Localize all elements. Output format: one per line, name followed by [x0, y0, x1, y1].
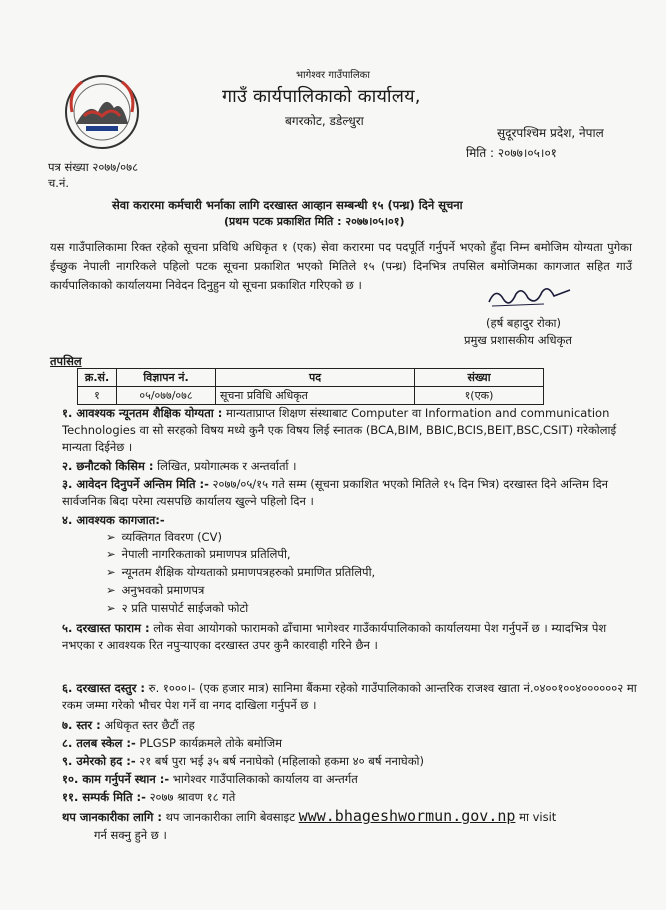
subject-publish-date: (प्रथम पटक प्रकाशित मिति : २०७७।०५।०१)	[224, 215, 405, 228]
item-text-tail: मा visit	[515, 810, 557, 824]
item-form	[62, 620, 642, 654]
arrow-bullet-icon: ➢	[106, 547, 116, 561]
item-text: भागेश्वर गाउँपालिकाको कार्यालय वा अन्तर्गत	[169, 772, 358, 786]
item-label: ५. दरखास्त फाराम :	[62, 621, 150, 635]
item-label: ८. तलब स्केल :-	[62, 736, 136, 750]
table-row	[78, 387, 544, 405]
item-qualification	[62, 405, 642, 456]
signatory-designation: प्रमुख प्रशासकीय अधिकृत	[464, 333, 572, 347]
item-documents	[62, 512, 642, 529]
item-text: २०७७ श्रावण १८ गते	[145, 790, 236, 804]
letter-number: पत्र संख्या २०७७/०७८	[48, 160, 139, 174]
item-more-info	[62, 808, 642, 826]
list-item	[106, 530, 222, 545]
item-text: PLGSP कार्यक्रमले तोके बमोजिम	[135, 736, 283, 750]
cell-adv-no: ०५/०७७/०७८	[117, 387, 216, 405]
notice-paragraph: यस गाउँपालिकामा रिक्त रहेको सूचना प्रविधि अधिकृत १ (एक) सेवा करारमा पद पदपूर्ति गर्नुपर्ने भएको हुँदा निम्न बमोजिम योग्यता पुगेका ईच्छुक नेपाली नागरिकले पहिलो पटक सूचना प्रकाशित भएको मितिले १५ (पन्ध्र) दिनभित्र तपसिल बमोजिमका कागजात सहित गाउँ कार्यपालिकाको कार्यालयमा निवेदन दिनुहुन यो सूचना प्रकाशित गरिएको छ ।	[50, 240, 632, 292]
issue-date: मिति : २०७७।०५।०१	[466, 146, 557, 160]
table-header-row	[78, 369, 544, 387]
item-text: २१ बर्ष पुरा भई ३५ बर्ष ननाघेको (महिलाको हकमा ४० बर्ष ननाघेको)	[135, 754, 424, 768]
cell-post: सूचना प्रविधि अधिकृत	[216, 387, 415, 405]
list-item	[106, 565, 375, 580]
item-level	[62, 717, 642, 734]
item-age	[62, 753, 642, 770]
cell-count: १(एक)	[415, 387, 544, 405]
vacancy-table	[77, 368, 544, 405]
doc-text: अनुभवको प्रमाणपत्र	[121, 583, 205, 597]
item-selection	[62, 458, 642, 475]
item-label: ७. स्तर :	[62, 718, 101, 732]
doc-text: नेपाली नागरिकताको प्रमाणपत्र प्रतिलिपी,	[121, 547, 291, 561]
item-text: २०७७/०५/१५ गते सम्म (सूचना प्रकाशित भएको मितिले १५ दिन भित्र) दरखास्त दिने अन्तिम दिन सार्वजनिक बिदा परेमा त्यसपछि कार्यालय खुल्ने पहिलो दिन ।	[62, 477, 609, 508]
nepal-emblem-logo	[62, 72, 142, 152]
cell-sn: १	[78, 387, 117, 405]
item-label: २. छनौटको किसिम :	[62, 459, 154, 473]
website-link[interactable]: www.bhageshwormun.gov.np	[298, 807, 516, 825]
col-header-count: संख्या	[415, 369, 544, 387]
list-item	[106, 601, 248, 616]
office-title: गाउँ कार्यपालिकाको कार्यालय,	[222, 86, 421, 107]
doc-text: व्यक्तिगत विवरण (CV)	[121, 530, 222, 544]
signatory-name: (हर्ष बहादुर रोका)	[486, 316, 561, 330]
office-small-heading: भागेश्वर गाउँपालिका	[296, 70, 370, 81]
arrow-bullet-icon: ➢	[106, 530, 116, 544]
tapasil-heading: तपसिल	[50, 354, 82, 368]
item-text: रु. १०००।- (एक हजार मात्र) सानिमा बैंकमा रहेको गाउँपालिकाको आन्तरिक राजश्व खाता नं.०४००१००४००००००२ मा रकम जम्मा गरेको भौचर पेश गर्ने वा नगद दाखिला गर्नुपर्ने छ ।	[62, 681, 637, 712]
item-salary	[62, 735, 642, 752]
item-text: अधिकृत स्तर छैटौं तह	[100, 718, 195, 732]
item-text: मान्यताप्राप्त शिक्षण संस्थाबाट Computer वा Information and communication Technologies वा सो सरहको विषय मध्ये कुनै एक विषय लिई स्नातक (BCA,BIM, BBIC,BCIS,BEIT,BSC,CSIT) गरेकोलाई मान्यता दिईनेछ ।	[62, 406, 617, 454]
doc-text: न्यूनतम शैक्षिक योग्यताको प्रमाणपत्रहरुको प्रमाणित प्रतिलिपी,	[121, 565, 376, 579]
arrow-bullet-icon: ➢	[106, 601, 116, 615]
item-workplace	[62, 771, 642, 788]
item-label: १०. काम गर्नुपर्ने स्थान :-	[62, 772, 170, 786]
item-label: थप जानकारीका लागि :	[62, 810, 162, 824]
item-label: ४. आवश्यक कागजात:-	[62, 513, 165, 527]
item-label: ११. सम्पर्क मिति :-	[62, 790, 146, 804]
col-header-adv-no: विज्ञापन नं.	[117, 369, 216, 387]
item-text: लिखित, प्रयोगात्मक र अन्तर्वार्ता ।	[153, 459, 297, 473]
dispatch-number: च.नं.	[48, 176, 69, 190]
office-address: बगरकोट, डडेल्धुरा	[285, 114, 364, 128]
col-header-sn: क्र.सं.	[78, 369, 117, 387]
province-text: सुदूरपश्चिम प्रदेश, नेपाल	[497, 126, 604, 140]
subject-line: सेवा करारमा कर्मचारी भर्नाका लागि दरखास्त आव्हान सम्बन्धी १५ (पन्ध्र) दिने सूचना	[112, 198, 463, 212]
item-label: ९. उमेरको हद :-	[62, 754, 136, 768]
item-label: १. आवश्यक न्यूनतम शैक्षिक योग्यता :	[62, 406, 223, 420]
item-label: ६. दरखास्त दस्तुर :	[62, 681, 146, 695]
item-text: लोक सेवा आयोगको फारामको ढाँचामा भागेश्वर गाउँकार्यपालिकाको कार्यालयमा पेश गर्नुपर्ने छ । म्यादभित्र पेश नभएका र आवश्यक रित नपुर्‍याएका दरखास्त उपर कुनै कारवाही गरिने छैन ।	[62, 621, 607, 652]
item-label: ३. आवेदन दिनुपर्ने अन्तिम मिति :-	[62, 477, 209, 491]
col-header-post: पद	[216, 369, 415, 387]
doc-text: २ प्रति पासपोर्ट साईजको फोटो	[121, 601, 249, 615]
item-contact-date	[62, 789, 642, 806]
list-item	[106, 583, 204, 598]
arrow-bullet-icon: ➢	[106, 583, 116, 597]
item-more-info-line2: गर्न सक्नु हुने छ ।	[94, 828, 167, 842]
list-item	[106, 547, 291, 562]
handwritten-signature	[484, 282, 574, 312]
item-fee	[62, 680, 642, 714]
arrow-bullet-icon: ➢	[106, 565, 116, 579]
item-text: थप जानकारीका लागि बेवसाइट	[161, 810, 299, 824]
item-deadline	[62, 476, 642, 510]
